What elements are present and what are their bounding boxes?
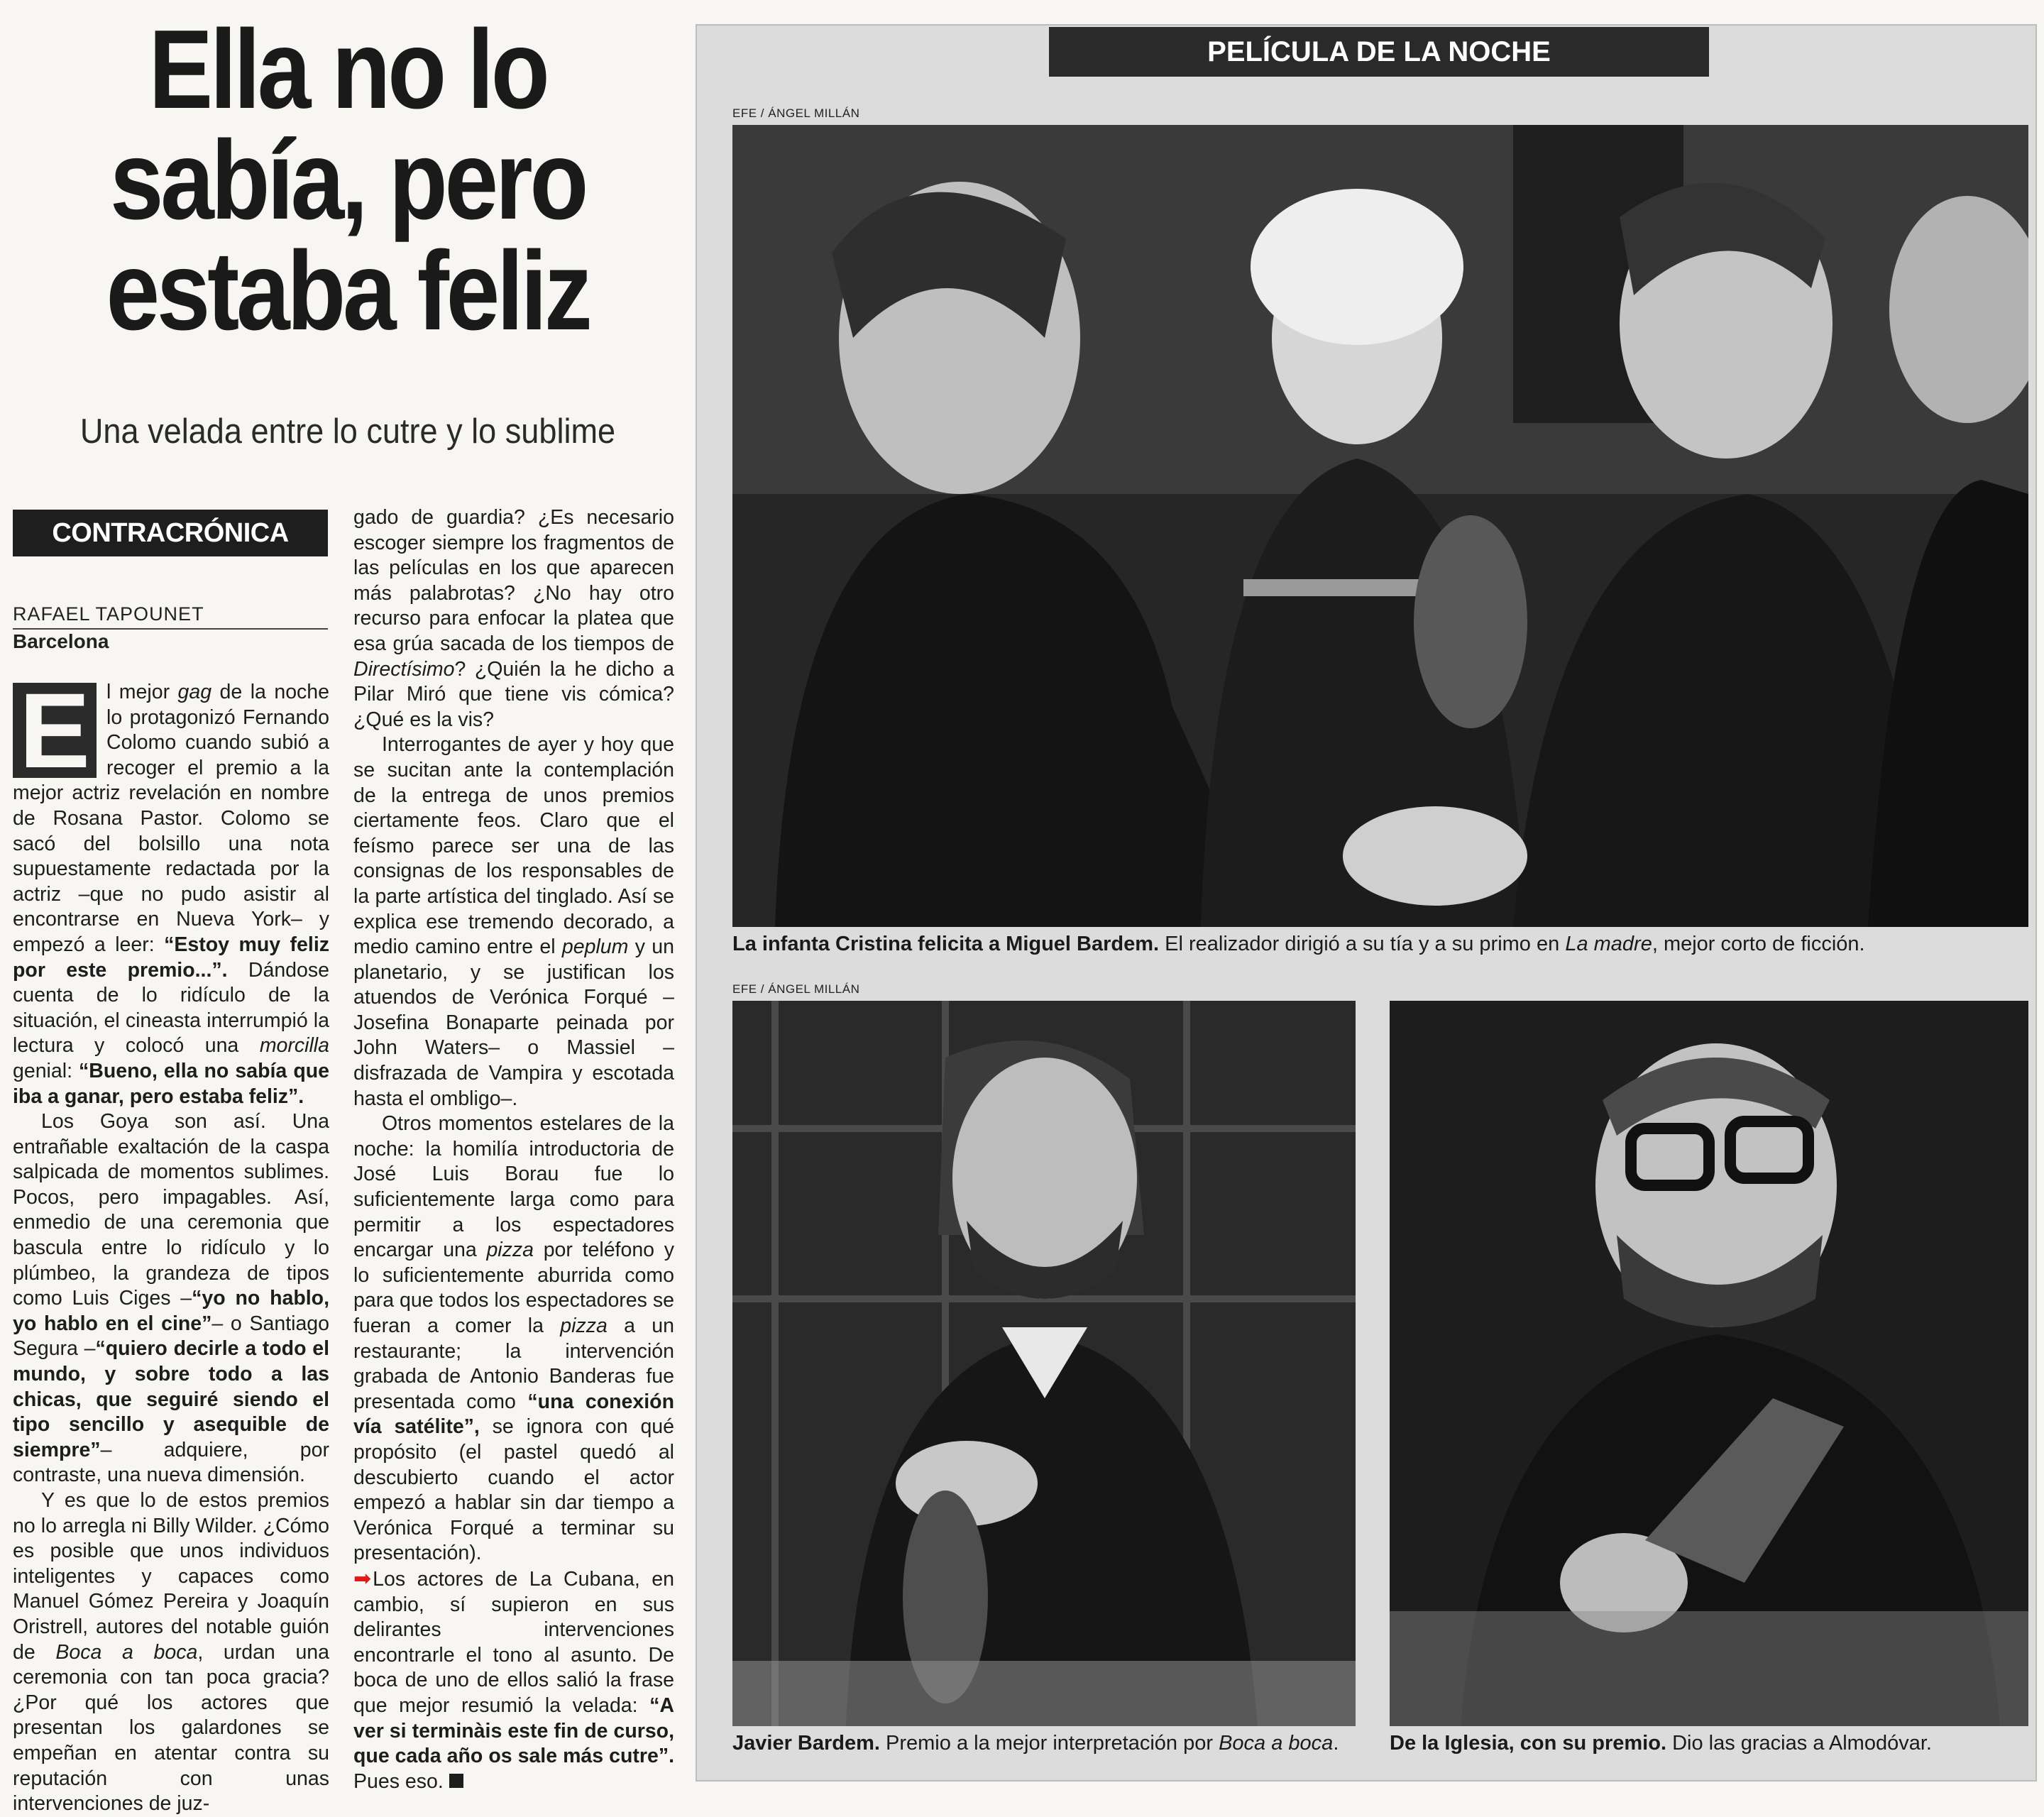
photo-credit-1: EFE / ÁNGEL MILLÁN	[732, 106, 860, 120]
section-tag: CONTRACRÓNICA	[13, 510, 328, 556]
red-arrow-icon: ➡	[353, 1566, 372, 1591]
caption-text: , mejor corto de ficción.	[1652, 933, 1865, 955]
paragraph: Otros momentos estelares de la noche: la homilía introductoria de José Luis Borau fue lo suficientemente larga como para permitir a los espectadores encargar una pizza por teléfono y lo suficientemente aburrida como para que todos los espectadores se fueran a comer la pizza a un restaurante; la intervención grabada de Antonio Banderas fue presentada como “una conexión vía satélite”, se ignora con qué propósito (el pastel quedó al descubierto cuando el actor empezó a hablar sin dar tiempo a Verónica Forqué a terminar su presentación).	[353, 1112, 675, 1565]
photo-caption-1	[732, 933, 1865, 956]
photo-javier-bardem	[732, 1001, 1356, 1726]
caption-text: Dio las gracias a Almodóvar.	[1666, 1732, 1932, 1755]
caption-bold: La infanta Cristina felicita a Miguel Bardem.	[732, 933, 1160, 955]
photo-illustration	[1390, 1001, 2028, 1726]
paragraph: Y es que lo de estos premios no lo arregla ni Billy Wilder. ¿Cómo es posible que unos individuos inteligentes y capaces como Manuel Gómez Pereira y Joaquín Oristrell, autores del notable guión de Boca a boca, urdan una ceremonia con tan poca gracia? ¿Por qué los actores que presentan los galardones se empeñan en atentar contra su reputación con unas intervenciones de juz-	[13, 1489, 329, 1816]
paragraph: Los Goya son así. Una entrañable exaltación de la caspa salpicada de momentos sublimes. Pocos, pero impagables. Así, enmedio de una ceremonia que bascula entre lo ridículo y lo plúmbeo, la grandeza de tipos como Luis Ciges –“yo no hablo, yo hablo en el cine”– o Santiago Segura –“quiero decirle a todo el mundo, y sobre todo a las chicas, que seguiré siendo el tipo sencillo y asequible de siempre”– adquiere, por contraste, una nueva dimensión.	[13, 1110, 330, 1487]
paragraph: gado de guardia? ¿Es necesario escoger siempre los fragmentos de las películas en los que aparecen más palabrotas? ¿No hay otro recurso para enfocar la platea que esa grúa sacada de los tiempos de Directísimo? ¿Quién la he dicho a Pilar Miró que tiene vis cómica? ¿Qué es la vis?	[353, 506, 674, 731]
paragraph: ➡Los actores de La Cubana, en cambio, sí supieron en sus delirantes intervenciones encontrarle el tono al asunto. De boca de uno de ellos salió la frase que mejor resumió la velada: “A ver si terminàis este fin de curso, que cada año os sale más cutre”. Pues eso.	[353, 1566, 674, 1793]
photo-infanta-bardem	[732, 125, 2028, 927]
byline-author: RAFAEL TAPOUNET	[13, 603, 328, 630]
paragraph: E l mejor gag de la noche lo protagonizó Fernando Colomo cuando subió a recoger el premio a la mejor actriz revelación en nombre de Rosana Pastor. Colomo se sacó del bolsillo una nota supuestamente redactada por la actriz –que no pudo asistir al encontrarse en Nueva York– y empezó a leer: “Estoy muy feliz por este premio...”. Dándose cuenta de lo ridículo de la situación, el cineasta interrumpió la lectura y colocó una morcilla genial: “Bueno, ella no sabía que iba a ganar, pero estaba feliz”.	[13, 671, 329, 1108]
caption-italic: La madre	[1565, 933, 1652, 955]
photo-de-la-iglesia	[1390, 1001, 2028, 1726]
paragraph: Interrogantes de ayer y hoy que se sucitan ante la contemplación de la entrega de unos premios ciertamente feos. Claro que el feísmo parece ser una de las consignas de los responsables de la parte artística del tinglado. Así se explica ese tremendo decorado, a medio camino entre el peplum y un planetario, y se justifican los atuendos de Verónica Forqué –Josefina Bonaparte peinada por John Waters– o Massiel –disfrazada de Vampira y escotada hasta el ombligo–.	[353, 733, 674, 1110]
caption-bold: De la Iglesia, con su premio.	[1390, 1732, 1667, 1755]
caption-text: El realizador dirigió a su tía y a su primo en	[1159, 933, 1566, 955]
subheadline: Una velada entre lo cutre y lo sublime	[79, 412, 616, 451]
drop-cap: E	[13, 683, 97, 778]
end-of-article-icon	[449, 1774, 463, 1788]
caption-bold: Javier Bardem.	[732, 1732, 880, 1755]
photo-caption-3	[1390, 1732, 1932, 1755]
caption-text: Premio a la mejor interpretación por	[879, 1732, 1219, 1755]
panel-tag: PELÍCULA DE LA NOCHE	[1049, 27, 1709, 77]
body-column-1	[13, 671, 330, 1817]
photo-credit-2: EFE / ÁNGEL MILLÁN	[732, 982, 860, 996]
headline: Ella no lo sabía, pero estaba feliz	[106, 7, 590, 353]
caption-text: .	[1333, 1732, 1339, 1755]
byline-city: Barcelona	[13, 630, 109, 652]
photo-illustration	[732, 1001, 1356, 1726]
photo-illustration	[732, 125, 2028, 927]
caption-italic: Boca a boca	[1219, 1732, 1334, 1755]
body-column-2	[353, 505, 674, 1794]
photo-caption-2	[732, 1732, 1339, 1755]
